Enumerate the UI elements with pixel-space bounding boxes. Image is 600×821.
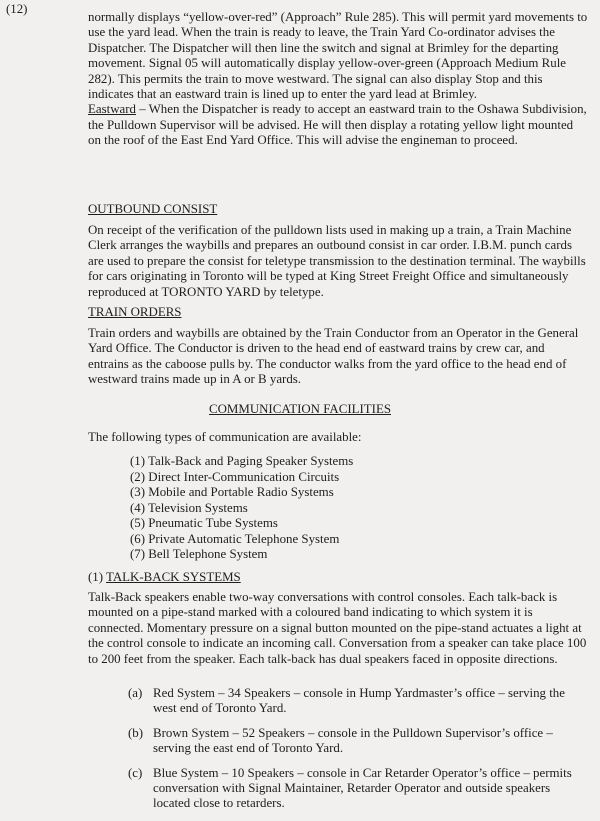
outbound-paragraph: On receipt of the verification of the pulldown lists used in making up a train, a Train Machine Clerk arranges the waybills and prepares an outbound consist in car order. I.B.M. punch cards are used to prepare the consist for teletype transmission to the destination terminal. The waybills for cars originating in Toronto will be typed at King Street Freight Office and simultaneously reproduced at TORONTO YARD by teletype. [88, 223, 586, 299]
system-label: (a) [128, 686, 143, 700]
outbound-heading: OUTBOUND CONSIST [88, 202, 218, 216]
system-label: (c) [128, 765, 143, 780]
intro-section [88, 10, 588, 149]
intro-paragraph: normally displays “yellow-over-red” (Approach” Rule 285). This will permit yard movements to use the yard lead. When the train is ready to leave, the Train Yard Co-ordinator advises the Dispatcher. The Dispatcher will then line the switch and signal at Brimley for the departing movement. Signal 05 will automatically display yellow-over-green (Approach Medium Rule 282). This permits the train to move westward. The signal can also display Stop and this indicates that an eastward train is lined up to enter the yard lead at Brimley. [88, 10, 588, 102]
list-item: (6) Private Automatic Telephone System [130, 531, 340, 546]
list-item: (4) Television Systems [130, 500, 248, 515]
system-label: (b) [128, 725, 144, 740]
talkback-section [88, 590, 588, 667]
system-item-red [128, 686, 578, 717]
system-text: Red System – 34 Speakers – console in Hump Yardmaster’s office – serving the west end of Toronto Yard. [153, 686, 565, 716]
system-text: Brown System – 52 Speakers – console in the Pulldown Supervisor’s office – serving the east end of Toronto Yard. [153, 725, 553, 756]
system-item-blue [128, 766, 578, 812]
talkback-paragraph: Talk-Back speakers enable two-way conversations with control consoles. Each talk-back is mounted on a pipe-stand marked with a coloured band indicating to which system it is connected. Momentary pressure on a signal button mounted on the pipe-stand actuates a light at the control console to indicate an incoming call. Conversation from a speaker can take place 100 to 200 feet from the speaker. Each talk-back has dual speakers faced in opposite directions. [88, 590, 587, 666]
list-item: (1) Talk-Back and Paging Speaker Systems [130, 454, 354, 468]
eastward-label: Eastward [88, 102, 136, 117]
eastward-paragraph [88, 102, 588, 148]
outbound-section [88, 223, 588, 300]
eastward-text: – When the Dispatcher is ready to accept an eastward train to the Oshawa Subdivision, the Pulldown Supervisor will be advised. He will then display a rotating yellow light mounted on the roof of the East End Yard Office. This will advise the engineman to proceed. [88, 102, 587, 148]
list-item: (7) Bell Telephone System [130, 547, 268, 561]
list-item: (5) Pneumatic Tube Systems [130, 516, 278, 530]
communication-heading: COMMUNICATION FACILITIES [208, 402, 391, 416]
communication-list [130, 454, 353, 563]
list-item: (2) Direct Inter-Communication Circuits [130, 469, 340, 484]
talkback-heading: (1) TALK-BACK SYSTEMS [88, 570, 241, 584]
communication-intro: The following types of communication are available: [88, 430, 362, 444]
system-item-brown [128, 726, 578, 757]
train-orders-heading: TRAIN ORDERS [88, 305, 182, 319]
system-text: Blue System – 10 Speakers – console in Car Retarder Operator’s office – permits conversation with Signal Maintainer, Retarder Operator and outside speakers located close to retarders. [153, 765, 572, 811]
talkback-systems [128, 686, 578, 821]
train-orders-section [88, 326, 588, 388]
train-orders-paragraph: Train orders and waybills are obtained by the Train Conductor from an Operator in the General Yard Office. The Conductor is driven to the head end of eastward trains by crew car, and entrains as the caboose pulls by. The conductor walks from the yard office to the head end of westward trains made up in A or B yards. [88, 326, 579, 387]
page-number: (12) [6, 2, 28, 16]
list-item: (3) Mobile and Portable Radio Systems [130, 485, 334, 499]
